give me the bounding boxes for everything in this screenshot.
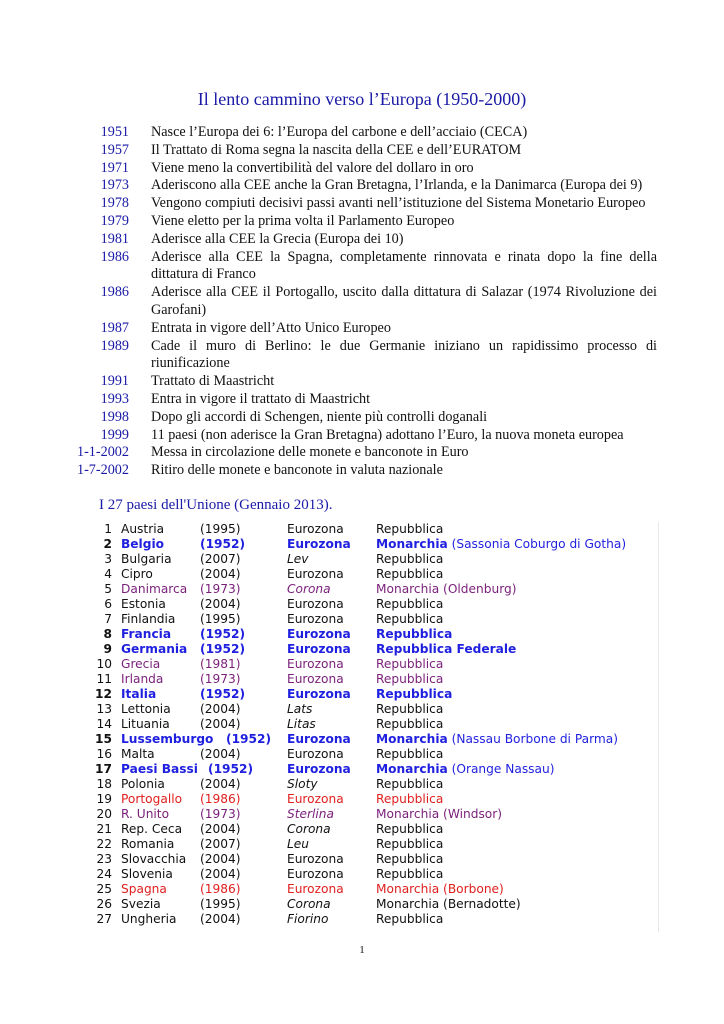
member-number: 7 [104, 612, 112, 626]
table-row [88, 762, 658, 777]
member-number: 1 [104, 522, 112, 536]
timeline-row [0, 373, 724, 391]
member-number: 22 [96, 837, 112, 851]
table-row [88, 627, 658, 642]
member-join-year: (1952) [208, 762, 254, 776]
member-join-year: (1952) [200, 642, 246, 656]
member-join-year: (1995) [200, 612, 241, 626]
member-currency: Lev [287, 552, 309, 566]
timeline-year: 1986 [100, 284, 129, 301]
timeline-text: Entra in vigore il trattato di Maastricht [151, 390, 371, 407]
timeline-year: 1-1-2002 [76, 444, 129, 461]
timeline-row [0, 249, 724, 285]
timeline [0, 124, 724, 480]
member-government-type: Repubblica [376, 747, 444, 761]
table-row [88, 882, 658, 897]
timeline-text: Viene eletto per la prima volta il Parlamento Europeo [151, 212, 455, 229]
member-country: Irlanda [121, 672, 164, 686]
member-number: 12 [95, 687, 112, 701]
member-government [376, 882, 504, 897]
timeline-row [0, 391, 724, 409]
member-number: 26 [96, 897, 112, 911]
table-row [88, 792, 658, 807]
member-government [376, 747, 443, 762]
timeline-text: Dopo gli accordi di Schengen, niente più controlli doganali [151, 408, 488, 425]
member-join-year: (1986) [200, 882, 241, 896]
member-dynasty: (Borbone) [439, 882, 504, 896]
member-currency: Litas [287, 717, 316, 731]
member-currency: Eurozona [287, 522, 344, 536]
member-join-year: (1973) [200, 807, 241, 821]
member-join-year: (2007) [200, 552, 241, 566]
member-government [376, 642, 516, 657]
member-country: Danimarca [121, 582, 188, 596]
member-currency: Eurozona [287, 627, 351, 641]
member-dynasty: (Sassonia Coburgo di Gotha) [447, 537, 627, 551]
member-dynasty: (Orange Nassau) [447, 762, 555, 776]
timeline-text: Vengono compiuti decisivi passi avanti nell’istituzione del Sistema Monetario Europeo [151, 195, 646, 212]
member-number: 17 [95, 762, 112, 776]
timeline-text: Il Trattato di Roma segna la nascita della CEE e dell’EURATOM [151, 141, 522, 158]
member-government [376, 897, 521, 912]
member-government-type: Repubblica [376, 522, 444, 536]
member-join-year: (1973) [200, 582, 241, 596]
table-row [88, 837, 658, 852]
page-number: 1 [359, 944, 365, 956]
member-government-type: Repubblica [376, 552, 444, 566]
member-government-type: Repubblica [376, 657, 444, 671]
timeline-text: Viene meno la convertibilità del valore del dollaro in oro [151, 159, 474, 176]
timeline-row [0, 231, 724, 249]
member-join-year: (1973) [200, 672, 241, 686]
timeline-year: 1978 [100, 195, 129, 212]
member-government [376, 672, 443, 687]
members-title: I 27 paesi dell'Unione (Gennaio 2013). [99, 497, 333, 513]
table-row [88, 582, 658, 597]
member-government-type: Repubblica [376, 597, 444, 611]
table-row [88, 687, 658, 702]
member-join-year: (2004) [200, 567, 241, 581]
member-number: 2 [103, 537, 112, 551]
member-number: 5 [104, 582, 112, 596]
member-government-type: Monarchia [376, 537, 448, 551]
timeline-year: 1981 [100, 230, 129, 247]
table-row [88, 552, 658, 567]
member-dynasty: (Nassau Borbone di Parma) [447, 732, 618, 746]
timeline-text: Entrata in vigore dell’Atto Unico Europeo [151, 319, 391, 336]
member-join-year: (2004) [200, 597, 241, 611]
member-currency: Eurozona [287, 747, 344, 761]
timeline-row [0, 124, 724, 142]
member-currency: Eurozona [287, 612, 344, 626]
member-government [376, 537, 626, 552]
member-government-type: Repubblica [376, 852, 444, 866]
timeline-year: 1957 [100, 141, 129, 158]
member-government-type: Repubblica [376, 912, 444, 926]
timeline-text: Aderisce alla CEE il Portogallo, uscito dalla dittatura di Salazar (1974 Rivoluzione dei Garofani) [151, 284, 657, 318]
member-government [376, 582, 517, 597]
member-currency: Eurozona [287, 567, 344, 581]
member-country: R. Unito [121, 807, 170, 821]
table-row [88, 717, 658, 732]
table-row [88, 852, 658, 867]
member-government-type: Monarchia [376, 582, 440, 596]
table-row [88, 642, 658, 657]
member-government-type: Monarchia [376, 882, 440, 896]
member-government [376, 567, 443, 582]
member-government [376, 597, 443, 612]
member-country: Portogallo [121, 792, 183, 806]
member-currency: Eurozona [287, 882, 344, 896]
table-row [88, 702, 658, 717]
member-number: 25 [96, 882, 112, 896]
member-currency: Sloty [287, 777, 318, 791]
member-join-year: (1995) [200, 522, 241, 536]
member-government [376, 852, 443, 867]
member-join-year: (1952) [200, 687, 246, 701]
member-currency: Eurozona [287, 642, 351, 656]
timeline-text: 11 paesi (non aderisce la Gran Bretagna) adottano l’Euro, la nuova moneta europea [151, 426, 624, 443]
member-number: 10 [96, 657, 112, 671]
member-country: Germania [121, 642, 188, 656]
timeline-year: 1971 [100, 159, 129, 176]
member-country: Rep. Ceca [121, 822, 183, 836]
timeline-year: 1991 [100, 373, 129, 390]
member-country: Italia [121, 687, 157, 701]
member-country: Malta [121, 747, 155, 761]
member-join-year: (2004) [200, 777, 241, 791]
member-join-year: (1952) [200, 627, 246, 641]
member-government [376, 522, 443, 537]
members-table [88, 522, 659, 932]
table-row [88, 747, 658, 762]
member-country: Finlandia [121, 612, 176, 626]
member-currency: Eurozona [287, 537, 351, 551]
member-join-year: (2004) [200, 717, 241, 731]
table-row [88, 597, 658, 612]
timeline-row [0, 338, 724, 374]
member-country: Grecia [121, 657, 161, 671]
member-country: Lussemburgo [121, 732, 214, 746]
member-government [376, 732, 618, 747]
table-row [88, 672, 658, 687]
member-government-type: Repubblica [376, 867, 444, 881]
member-dynasty: (Bernadotte) [439, 897, 521, 911]
member-join-year: (2004) [200, 867, 241, 881]
member-country: Belgio [121, 537, 165, 551]
timeline-row [0, 160, 724, 178]
member-dynasty: (Windsor) [439, 807, 503, 821]
member-join-year: (2004) [200, 852, 241, 866]
member-number: 11 [96, 672, 112, 686]
timeline-row [0, 284, 724, 320]
member-number: 15 [95, 732, 112, 746]
timeline-row [0, 462, 724, 480]
member-join-year: (2007) [200, 837, 241, 851]
member-currency: Eurozona [287, 672, 344, 686]
table-row [88, 612, 658, 627]
member-government [376, 627, 452, 642]
member-country: Cipro [121, 567, 153, 581]
member-country: Paesi Bassi [121, 762, 198, 776]
timeline-text: Trattato di Maastricht [151, 373, 275, 390]
member-government-type: Repubblica [376, 687, 453, 701]
timeline-year: 1987 [100, 319, 129, 336]
member-join-year: (1952) [226, 732, 272, 746]
table-row [88, 807, 658, 822]
timeline-row [0, 213, 724, 231]
timeline-year: 1993 [100, 390, 129, 407]
timeline-text: Aderiscono alla CEE anche la Gran Bretagna, l’Irlanda, e la Danimarca (Europa dei 9) [151, 177, 643, 194]
member-government-type: Repubblica [376, 567, 444, 581]
member-country: Lituania [121, 717, 170, 731]
member-currency: Eurozona [287, 657, 344, 671]
timeline-text: Ritiro delle monete e banconote in valuta nazionale [151, 462, 443, 479]
member-government-type: Repubblica [376, 702, 444, 716]
member-government [376, 702, 443, 717]
member-government [376, 807, 502, 822]
member-number: 27 [96, 912, 112, 926]
timeline-row [0, 444, 724, 462]
table-row [88, 522, 658, 537]
member-government-type: Repubblica [376, 717, 444, 731]
member-currency: Fiorino [287, 912, 329, 926]
member-join-year: (1952) [200, 537, 246, 551]
timeline-row [0, 320, 724, 338]
member-government-type: Repubblica [376, 822, 444, 836]
member-government-type: Repubblica [376, 777, 444, 791]
member-government [376, 912, 443, 927]
table-row [88, 777, 658, 792]
timeline-row [0, 177, 724, 195]
member-government [376, 762, 554, 777]
member-country: Bulgaria [121, 552, 172, 566]
member-number: 20 [96, 807, 112, 821]
member-government [376, 777, 443, 792]
timeline-year: 1973 [100, 177, 129, 194]
member-government-type: Repubblica [376, 612, 444, 626]
member-government [376, 822, 443, 837]
member-government [376, 552, 443, 567]
member-country: Polonia [121, 777, 165, 791]
member-country: Ungheria [121, 912, 177, 926]
member-currency: Corona [287, 897, 331, 911]
member-currency: Eurozona [287, 597, 344, 611]
member-number: 9 [103, 642, 112, 656]
table-row [88, 912, 658, 927]
timeline-row [0, 427, 724, 445]
member-number: 6 [104, 597, 112, 611]
table-row [88, 567, 658, 582]
member-join-year: (1995) [200, 897, 241, 911]
member-number: 8 [103, 627, 112, 641]
member-currency: Lats [287, 702, 313, 716]
member-government [376, 657, 443, 672]
member-join-year: (1981) [200, 657, 241, 671]
member-country: Romania [121, 837, 175, 851]
member-join-year: (2004) [200, 912, 241, 926]
member-government-type: Repubblica [376, 672, 444, 686]
member-country: Lettonia [121, 702, 171, 716]
member-currency: Corona [287, 822, 331, 836]
timeline-year: 1998 [100, 408, 129, 425]
timeline-text: Aderisce alla CEE la Spagna, completamente rinnovata e rinata dopo la fine della dittatura di Franco [151, 248, 657, 283]
member-join-year: (1986) [200, 792, 241, 806]
member-government-type: Repubblica [376, 627, 453, 641]
member-number: 3 [104, 552, 112, 566]
member-government-type: Monarchia [376, 762, 448, 776]
timeline-text: Aderisce alla CEE la Grecia (Europa dei 10) [151, 230, 404, 247]
member-government [376, 687, 452, 702]
member-number: 4 [104, 567, 112, 581]
table-row [88, 822, 658, 837]
member-currency: Eurozona [287, 687, 351, 701]
member-government [376, 717, 443, 732]
member-country: Svezia [121, 897, 161, 911]
member-government-type: Monarchia [376, 897, 440, 911]
member-country: Slovacchia [121, 852, 187, 866]
member-currency: Leu [287, 837, 310, 851]
member-country: Slovenia [121, 867, 173, 881]
timeline-row [0, 195, 724, 213]
member-currency: Eurozona [287, 852, 344, 866]
member-currency: Eurozona [287, 762, 351, 776]
table-row [88, 732, 658, 747]
member-join-year: (2004) [200, 702, 241, 716]
member-number: 21 [96, 822, 112, 836]
member-number: 23 [96, 852, 112, 866]
timeline-row [0, 142, 724, 160]
timeline-year: 1989 [100, 337, 129, 354]
timeline-year: 1999 [100, 426, 129, 443]
member-currency: Eurozona [287, 867, 344, 881]
member-country: Austria [121, 522, 165, 536]
member-government-type: Repubblica [376, 792, 444, 806]
table-row [88, 537, 658, 552]
member-country: Spagna [121, 882, 167, 896]
member-join-year: (2004) [200, 747, 241, 761]
member-currency: Corona [287, 582, 331, 596]
member-number: 13 [96, 702, 112, 716]
page-title: Il lento cammino verso l’Europa (1950-2000) [197, 89, 527, 109]
member-currency: Eurozona [287, 792, 344, 806]
member-country: Francia [121, 627, 172, 641]
timeline-year: 1979 [100, 212, 129, 229]
table-row [88, 657, 658, 672]
member-government [376, 837, 443, 852]
member-dynasty: (Oldenburg) [439, 582, 517, 596]
member-country: Estonia [121, 597, 166, 611]
timeline-row [0, 409, 724, 427]
timeline-year: 1-7-2002 [76, 462, 129, 479]
member-number: 19 [96, 792, 112, 806]
member-government-type: Monarchia [376, 807, 440, 821]
table-row [88, 897, 658, 912]
member-number: 18 [96, 777, 112, 791]
timeline-year: 1986 [100, 248, 129, 265]
timeline-text: Nasce l’Europa dei 6: l’Europa del carbone e dell’acciaio (CECA) [151, 124, 528, 140]
member-government-type: Monarchia [376, 732, 448, 746]
member-number: 24 [96, 867, 112, 881]
member-government-type: Repubblica [376, 837, 444, 851]
member-currency: Eurozona [287, 732, 351, 746]
member-government [376, 792, 443, 807]
timeline-year: 1951 [100, 124, 129, 140]
member-join-year: (2004) [200, 822, 241, 836]
timeline-text: Messa in circolazione delle monete e banconote in Euro [151, 444, 469, 461]
member-government [376, 612, 443, 627]
member-government [376, 867, 443, 882]
member-government-type: Repubblica Federale [376, 642, 517, 656]
table-row [88, 867, 658, 882]
member-currency: Sterlina [287, 807, 334, 821]
timeline-text: Cade il muro di Berlino: le due Germanie iniziano un rapidissimo processo di riunificazione [151, 337, 657, 372]
member-number: 16 [96, 747, 112, 761]
member-number: 14 [96, 717, 112, 731]
